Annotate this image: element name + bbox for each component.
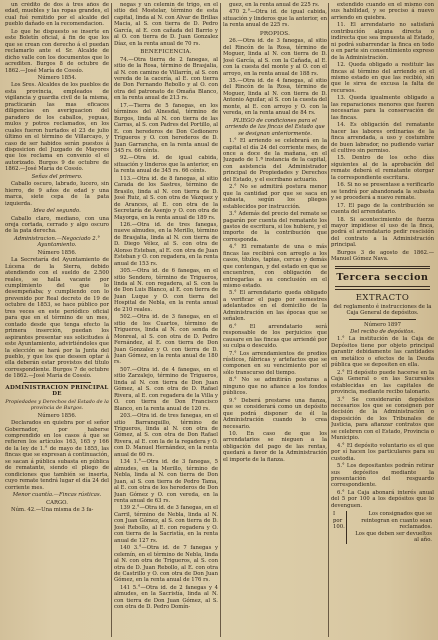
section-subheading: Propiedades y Derechos del Estado de la provincia de Burgos. [5, 398, 109, 412]
notice-number: Número 1854. [37, 74, 77, 81]
paragraph: Declarados en quiebra por el señor Gobernador, por haberse comprendido en los casos á que se refieren los artículos 163, 165 y 166 de la ley de 1.° de mayo de 1855, las fincas que se expresan á continuación, se sacan á pública subasta en pública de rematante, siendo el pliego de condiciones que también se inserta, cuyo remate tendrá lugar el día 24 del corriente mes. [5, 420, 109, 491]
paragraph: Los Sres. Alcaldes de los pueblos de esta provincia, empleados de vigilancia y guardia civil de la misma, practicarán las mas eficaces diligencias en averiguacion del paradero de los caballos, yeguas, mulos y potros reclamados, en los cuales fueron hurtados el 23 de julio último en el término de Villarcayo, y caso de ser habidos serán puestos á disposicion del Juzgado de Mayores que los reclama en convenio el el autorizado. Burgos 9 de octubre de 1862.—José María de Cossío. [5, 82, 109, 173]
paragraph: 3.° Además del precio del remate se pagarán por cuenta del rematante los gastos de escritura, si los hubiere, y el importe de la contribución que corresponda. [223, 211, 327, 243]
divider [23, 382, 91, 383]
paragraph: 8.° No se admitirán posturas a ninguno que no afiance a los fondos públicos. [223, 377, 327, 397]
paragraph: 14. Es obligación del rematante hacer las labores ordinarias de la finca arrendada, a uso y costumbre de buen labrador, no pudiendo variar el cultivo sin permiso. [331, 122, 434, 154]
paragraph: 2.° El depósito puede hacerse en la Caja General o en las Sucursales establecidas en las capitales de provincia, mediante recibo talonario. [331, 369, 434, 396]
paragraph: 6.° El arrendatario será responsable de los perjuicios que causare en las fincas que arriendé por su culpa o descuido. [223, 323, 327, 350]
column-2 [114, 2, 218, 638]
paragraph: guez, en la renta anual de 225 rs. [229, 2, 320, 8]
paragraph: 11. El arrendatario no satisfará contribución alguna directa o indirecta que sea impuesta al Estado, ni podrá subarrendar la finca en todo o en parte sin consentimiento expreso de la Administración. [331, 22, 434, 61]
paragraph: 139 2.°—Otra id. de 3 fanegas, en el Carril, término de Nebla, linda al N. con Juan Gómez, al S. con tierra de D. José Rebollo, al E. con regadera y O. con tierra de la Sacristía, en la renta anual de 127 rs. [114, 505, 218, 544]
section-subtitle: Señas del primero. [31, 173, 83, 180]
note-right-line: Los consignados que se reintegran en cuanto sean reclamados. [361, 511, 432, 531]
divider [349, 319, 416, 320]
bracket-note [333, 511, 432, 543]
section-subtitle: Del recibo de depósitos. [350, 329, 415, 336]
paragraph: 507.—Otra id. de 4 fanegas, en el sitio Zarzalejo, término de Trigueros, linda al N. con tierra de Don Juan Gómez, al S. con otra de D. Rafael Rivera, al E. con regadera de la Villa y O. con tierra de Don Francisco Blanco, en la renta anual de 120 rs. [114, 366, 218, 412]
paragraph: 18. Si acontecimiento de fuerza mayor impidiese el uso de la finca, podrá el arrendatario pedir rescisión del contrato a la Administración principal. [331, 216, 434, 249]
paragraph: Núm. 42.—Una misma de 3 fa- [11, 506, 94, 513]
section-heading: PROPIOS. [259, 30, 291, 37]
paragraph: Lo que he dispuesto se inserte en este Boletín oficial, á fin de que los que se crean con derecho á el puedan reclamarlo ante el Sr. Alcalde de dicho valle con los documentos que lo acrediten. Burgos 8 de octubre de 1862.—José María de Cossío. [5, 28, 109, 74]
column-4 [331, 2, 434, 638]
notice-number: Número 1897 [363, 321, 402, 328]
column-1 [5, 2, 109, 638]
paragraph: 6.° La Caja abonará interés anual del 5 por 100 a los depósitos que lo devenguen. [331, 489, 434, 509]
extracto-subheading: del reglamento é instrucciones de la Caja General de depósitos. [333, 303, 432, 317]
section-heading: BENEFICENCIA. [140, 49, 192, 56]
paragraph: 1.° El arriendo se celebrará en la capital el día 24 del corriente mes, de once a doce de la mañana, en el Juzgado de 1.ª instancia de la capital, con asistencia del Administrador principal de Propiedades y Derechos del Estado, y el escribano actuario. [223, 138, 327, 183]
section-label: CARGO. [46, 499, 68, 506]
paragraph: 502.—Otra id. de 3 fanegas, en el sitio de los Cuartos, término de Trigueros, linda al N. con senda de Monreal, al S. con otra de D. Pedro Fernández, al E. con tierra de Don Juan Gonzalez y O. con tierra de D. Juan Gómez, en la renta anual de 180 rs. [114, 314, 218, 366]
paragraph: 4.° El depósito voluntario es el que por sí hacen los particulares para su custodia. [331, 442, 434, 462]
section-subtitle: Idea del segundo. [33, 208, 81, 215]
column-3 [223, 2, 327, 638]
paragraph: 12. Queda obligado a restituir las fincas al término del arriendo en el mismo estado en que las recibió, sin que le sirva de excusa la falta de recursos. [331, 62, 434, 94]
paragraph: Burgos 3 de agosto de 1862.—Manuel Gómez Nava. [331, 249, 434, 263]
section-subtitle: Menor cuantía.—Fincas rústicas. [12, 492, 102, 499]
double-rule [335, 286, 430, 290]
paragraph: 16. Si no se presentase a verificarlo se tendrá por abandonada la subasta y se procederá a nuevo remate. [331, 182, 434, 202]
paragraph: 470 2.°—Otra id. de igual cabida, situación y linderos que la anterior, en la renta anual de 225 rs. [223, 9, 327, 29]
paragraph: 1.° La institución de la Caja de Depósitos tiene por objeto principal garantir debidamente las cantidades en metálico o efectos de la Deuda pública que se depositen en ella. [331, 336, 434, 369]
paragraph: 5.° El arrendatario queda obligado a verificar el pago por semestres adelantados en el domicilio de la Administración en las épocas que se señalen. [223, 290, 327, 323]
paragraph: 7.° Los arrendamientos de predios rústicos, fábricas y artefactos que se componen en su vencimiento por el sólo transcurso del tiempo. [223, 350, 327, 376]
paragraph: 134 1.°—Otra id. de 3 fanegas, 5 almudes, en la Merillo, término de Nebla, linda al N. con tierra de Don Juan, al S. con tierra de Pedro Tama, al E. con otra de los herederos de Don Juan Gómez y O. con vereda, en la renta anual de 63 rs. [114, 459, 218, 504]
note-right-line: Los que deben ser devueltos al año. [355, 530, 432, 544]
paragraph: 17.—Tierra de 5 fanegas, en los términos del Alnesdal, término de Burgos, linda al N. con tierra de las Carras, al S. con Padres del Portillo, al E. con herederos de Don Cedionero Trigueros y O. con herederos de D. Juan Garrancha, en la renta anual de 345 rs. 66 cénts. [114, 102, 218, 154]
paragraph: 140 3.°—Otra id. de 7 fanegas y celemín, en el término de Nebla, linda al N. con otra de Trigueros, al S. con otra de D. Juan Rebollo, al E. con otra de Castrillo y O. con otra de Don Juan Gómez, en la renta anual de 176 rs. [114, 545, 218, 584]
paragraph: 305.—Otra id. de 6 fanegas, en el sitio Sendero, término de Trigueros, linda al N. con regadera, al S. con la de Don Luis Blanco, al E. con tierra de Juan Luque y O. con tierra del Hospital de Nebla, en la renta anual de 210 reales. [114, 268, 218, 313]
paragraph: 113.—Otra id. de 8 fanegas, al sitio Carada de los Sastres, término de Brasilo, linda al N. con tierra de D. José Ruiz, al S. con otra de Vázquez y de Arances, al E. con otra de la Secretaría de Asenjo y O. con otra de Mayorga, en la renta anual de 189 rs. [114, 175, 218, 221]
notice-number: Número 1856. [37, 249, 77, 256]
paragraph: 3.° Se considerarán depósitos necesarios los que se consignen por decisión de la Administración o disposición de los Tribunales de Justicia, para afianzar contratos que se celebren con el Estado, Provincia o Municipio. [331, 396, 434, 442]
paragraph: 13. Queda igualmente obligado a las reparaciones menores que fueren necesarias para la conservación de las fincas. [331, 95, 434, 121]
section-heading: ADMINISTRACION PRINCIPAL DE [5, 384, 109, 398]
section-banner: Tercera seccion [336, 272, 429, 284]
paragraph: 35.—Otra id. de 4 fanegas, al sitio del Rincón de la Rosa, término de Moguer, linda al N. con tierra de D. Antonio Aguilar, al S. con la cuesta del monte, al E. con arroyo y O. con la vereda, en la renta anual de 84 rs. [223, 77, 327, 117]
paragraph: 26.—Otra id. de 3 fanegas, al sitio del Rincón de la Rosa, término de Moguer, linda al N. con tierra de D. José García, al S. con la Cañada, al E. con la cuesta del monte y al O. con el arroyo, en la renta anual de 188 rs. [223, 38, 327, 77]
column-divider [220, 3, 221, 637]
paragraph: 4.° El rematante de una o más fincas las recibirá con arreglo a los casos, títulos, tapias, cercas y demás que contengan, y del estado en que se encuentren, con obligación de entregarlas a su conclusión en el mismo estado. [223, 244, 327, 290]
paragraph: 17. El pago de la contribución se cuenta del arrendatario. [331, 202, 434, 216]
paragraph: negas y un celemín de trigo, en el sitio del Mostelar, término de esta capital, linda al N. con Alvar de Brillas Macia, al S. con tierra de D. Pedro García, al E. con cañada del Barrio y al O. con tierra de D. Juan Gonzalez Díaz, en la renta anual de 70 rs. [114, 2, 218, 47]
paragraph: 9.° Deberá prestarse una fianza, que se considerará como un depósito que podrá disponer de él la Administración cuando lo crea necesario. [223, 397, 327, 430]
column-divider [328, 3, 329, 637]
paragraph: 10. En caso de que los arrendatarios se nieguen a la obligación del pago de las rentas, quedará a favor de la Administración el importe de la fianza. [223, 431, 327, 463]
paragraph: La Secretaría del Ayuntamiento de Lúcena de la Sierra, debido atendiendo con el sueldo de 2.500 reales, se halla vacante por cumplimiento del que lo desempeñaba; y cumpliendo con lo prevenido por Real decreto de 19 de octubre de 1853, se hace público por tres veces en este periódico oficial para que en el término de un mes, contado desde que tenga efecto la primera inserción, puedan los aspirantes presentar sus solicitudes á este Ayuntamiento, advirtiéndoles que la elección se hará por la Junta del pueblo, y que los que deseen optar á ella deberán estar provistos del título correspondiente. Burgos 7 de octubre de 1862.—José María de Cossío. [5, 257, 109, 380]
paragraph: un crédito de dos á tres años de edad, muebles y las ropas grandes, el cual fué remitido por el alcalde del pueblo dañado en la recomendacion. [5, 2, 109, 28]
paragraph: 15. Dentro de los ocho días siguientes al de la aprobación del remate deberá el rematante otorgar la correspondiente escritura. [331, 155, 434, 181]
paragraph: 203.—Otra id. de tres fanegas, en el sitio Barranquillo, término de Trigueros, linda al N. con otra de Gómez, al S. con otra de Don Rafael Rivera, al E. con la de la regadera y O. con D. Manuel Hernández, en la renta anual de 60 rs. [114, 413, 218, 458]
double-rule [335, 266, 430, 270]
section-subtitle: Administracion.—Negociado 2.° Ayuntamiento. [14, 235, 100, 249]
paragraph: 74.—Otra tierra de 2 fanegas, al sitio de la Rosa, término de Brasjalia, al N. con camino de Villarrín, al S. con vereda de la cacería, al E. con tierra de Don Fernando Rebollo y al O. con otra del patronato de Omaña Blanco, en la renta anual de 213 rs. [114, 56, 218, 102]
paragraph: 92.—Otra id. de igual cabida, situación y linderos que la anterior, en la renta anual de 345 rs. 66 cénts. [114, 155, 218, 175]
paragraph: extendido cuando en el mismo con sus habilidad, y se preciso á nuevo arriendo en quiebra. [331, 2, 434, 21]
note-left: I por 100. [333, 511, 345, 531]
paragraph: Caballo oscuro, labrado, lucero, sin hierro, de 9 años de edad y una marca, siete cepa de la pata izquierda. [5, 181, 109, 207]
column-divider [111, 3, 112, 637]
paragraph: Caballo claro, mediano, con una oreja cortada, cerrado y algo oscuro de la pata derecha. [5, 215, 109, 235]
section-title: PLIEGO de condiciones para el arriendo de las fincas del Estado que se designan anteriormente. [225, 117, 325, 137]
notice-number: Número 1856. [37, 412, 77, 419]
extracto-heading: EXTRACTO [355, 292, 410, 303]
paragraph: 141 5.°—Otra id. de 2 fanegas y 4 almudes, en la Sacristía, linda al N. con tierra de Don Juan Gómez, al S. con otra de D. Pedro Domín- [114, 584, 218, 611]
paragraph: 2.° No se admitirá postura menor que la cantidad por que se saca en subasta, según los pliegos establecidos por instrucción. [223, 184, 327, 210]
paragraph: 5.° Los depositantes podrán retirar sus depósitos mediante la presentación del resguardo correspondiente. [331, 463, 434, 489]
paragraph: 126.—Otra id. de tres fanegas, nueve almudes, en la Merillo, término de Brasjalia, linda al N. con tierra de D. Diego Vélez, al S. con otra de Alonso Esteban, al E. con otra de Juan Esteban y O. con regadera, en la renta anual de 153 rs. [114, 221, 218, 267]
note-right [346, 511, 432, 543]
